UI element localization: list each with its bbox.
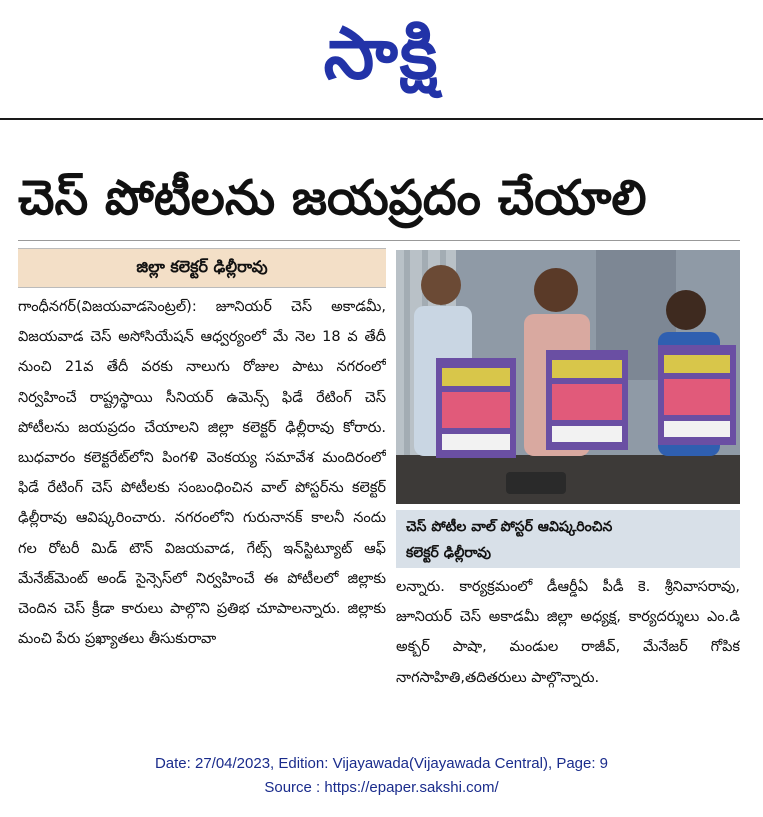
article-subheadline: జిల్లా కలెక్టర్ ఢిల్లీరావు — [18, 248, 386, 288]
article-body-left: గాంధీనగర్(విజయవాడసెంట్రల్): జూనియర్ చెస్ అకాడమీ, విజయవాడ చెస్ అసోసియేషన్ ఆధ్వర్యంలో మే నెల 18 వ తేదీ నుంచి 21వ తేదీ వరకు నాలుగు రోజుల పాటు నగరంలో నిర్వహించే రాష్ట్రస్థాయి సీనియర్ ఉమెన్స్ ఫిడే రేటింగ్ చెస్ పోటీలను జయప్రదం చేయాలని జిల్లా కలెక్టర్ ఢిల్లీరావు కోరారు. బుధవారం కలెక్టరేట్‌లోని పింగళి వెంకయ్య సమావేశ మందిరంలో ఫిడే రేటింగ్ చెస్ పోటీలకు సంబంధించిన వాల్ పోస్టర్‌ను కలెక్టర్ ఢిల్లీరావు ఆవిష్కరించారు. నగరంలోని గురునానక్ కాలనీ నందు గల రోటరీ మిడ్ టౌన్ విజయవాడ, గేట్స్ ఇన్‌స్టిట్యూట్ ఆఫ్ మేనేజ్‌మెంట్ అండ్ సైన్సెస్‌లో నిర్వహించే ఈ పోటీలలో జిల్లాకు చెందిన చెస్ క్రీడా కారులు పాల్గొని ప్రతిభ చూపాలన్నారు. జిల్లాకు మంచి పేరు ప్రఖ్యాతలు తీసుకురావా — [18, 299, 386, 648]
photo-caption-line1: చెస్ పోటీల వాల్ పోస్టర్ ఆవిష్కరించిన — [406, 519, 613, 535]
photo-caption-line2: కలెక్టర్ ఢిల్లీరావు — [406, 545, 491, 561]
article-headline: చెస్ పోటీలను జయప్రదం చేయాలి — [18, 170, 647, 226]
article-body-left-column — [18, 292, 386, 720]
article-photo — [396, 250, 740, 504]
footer-source: Source : https://epaper.sakshi.com/ — [264, 779, 499, 796]
photo-illustration — [396, 250, 740, 504]
masthead — [0, 8, 763, 98]
masthead-divider — [0, 118, 763, 120]
edition-footer — [0, 752, 763, 800]
footer-date-edition: Date: 27/04/2023, Edition: Vijayawada(Vijayawada Central), Page: 9 — [154, 755, 609, 772]
article-body-right: లన్నారు. కార్యక్రమంలో డీఆర్డీఏ పీడీ కె. శ్రీనివాసరావు, జూనియర్ చెస్ అకాడమీ జిల్లా అధ్యక్ష, కార్యదర్శులు ఎం.డి అక్బర్ పాషా, మండుల రాజీవ్, మేనేజర్ గోపిక నాగసాహితి,తదితరులు పాల్గొన్నారు. — [396, 579, 740, 686]
headline-divider — [18, 240, 740, 241]
photo-caption — [396, 510, 740, 568]
newspaper-logo: సాక్షి — [323, 11, 440, 95]
article-body-right-column — [396, 572, 740, 722]
